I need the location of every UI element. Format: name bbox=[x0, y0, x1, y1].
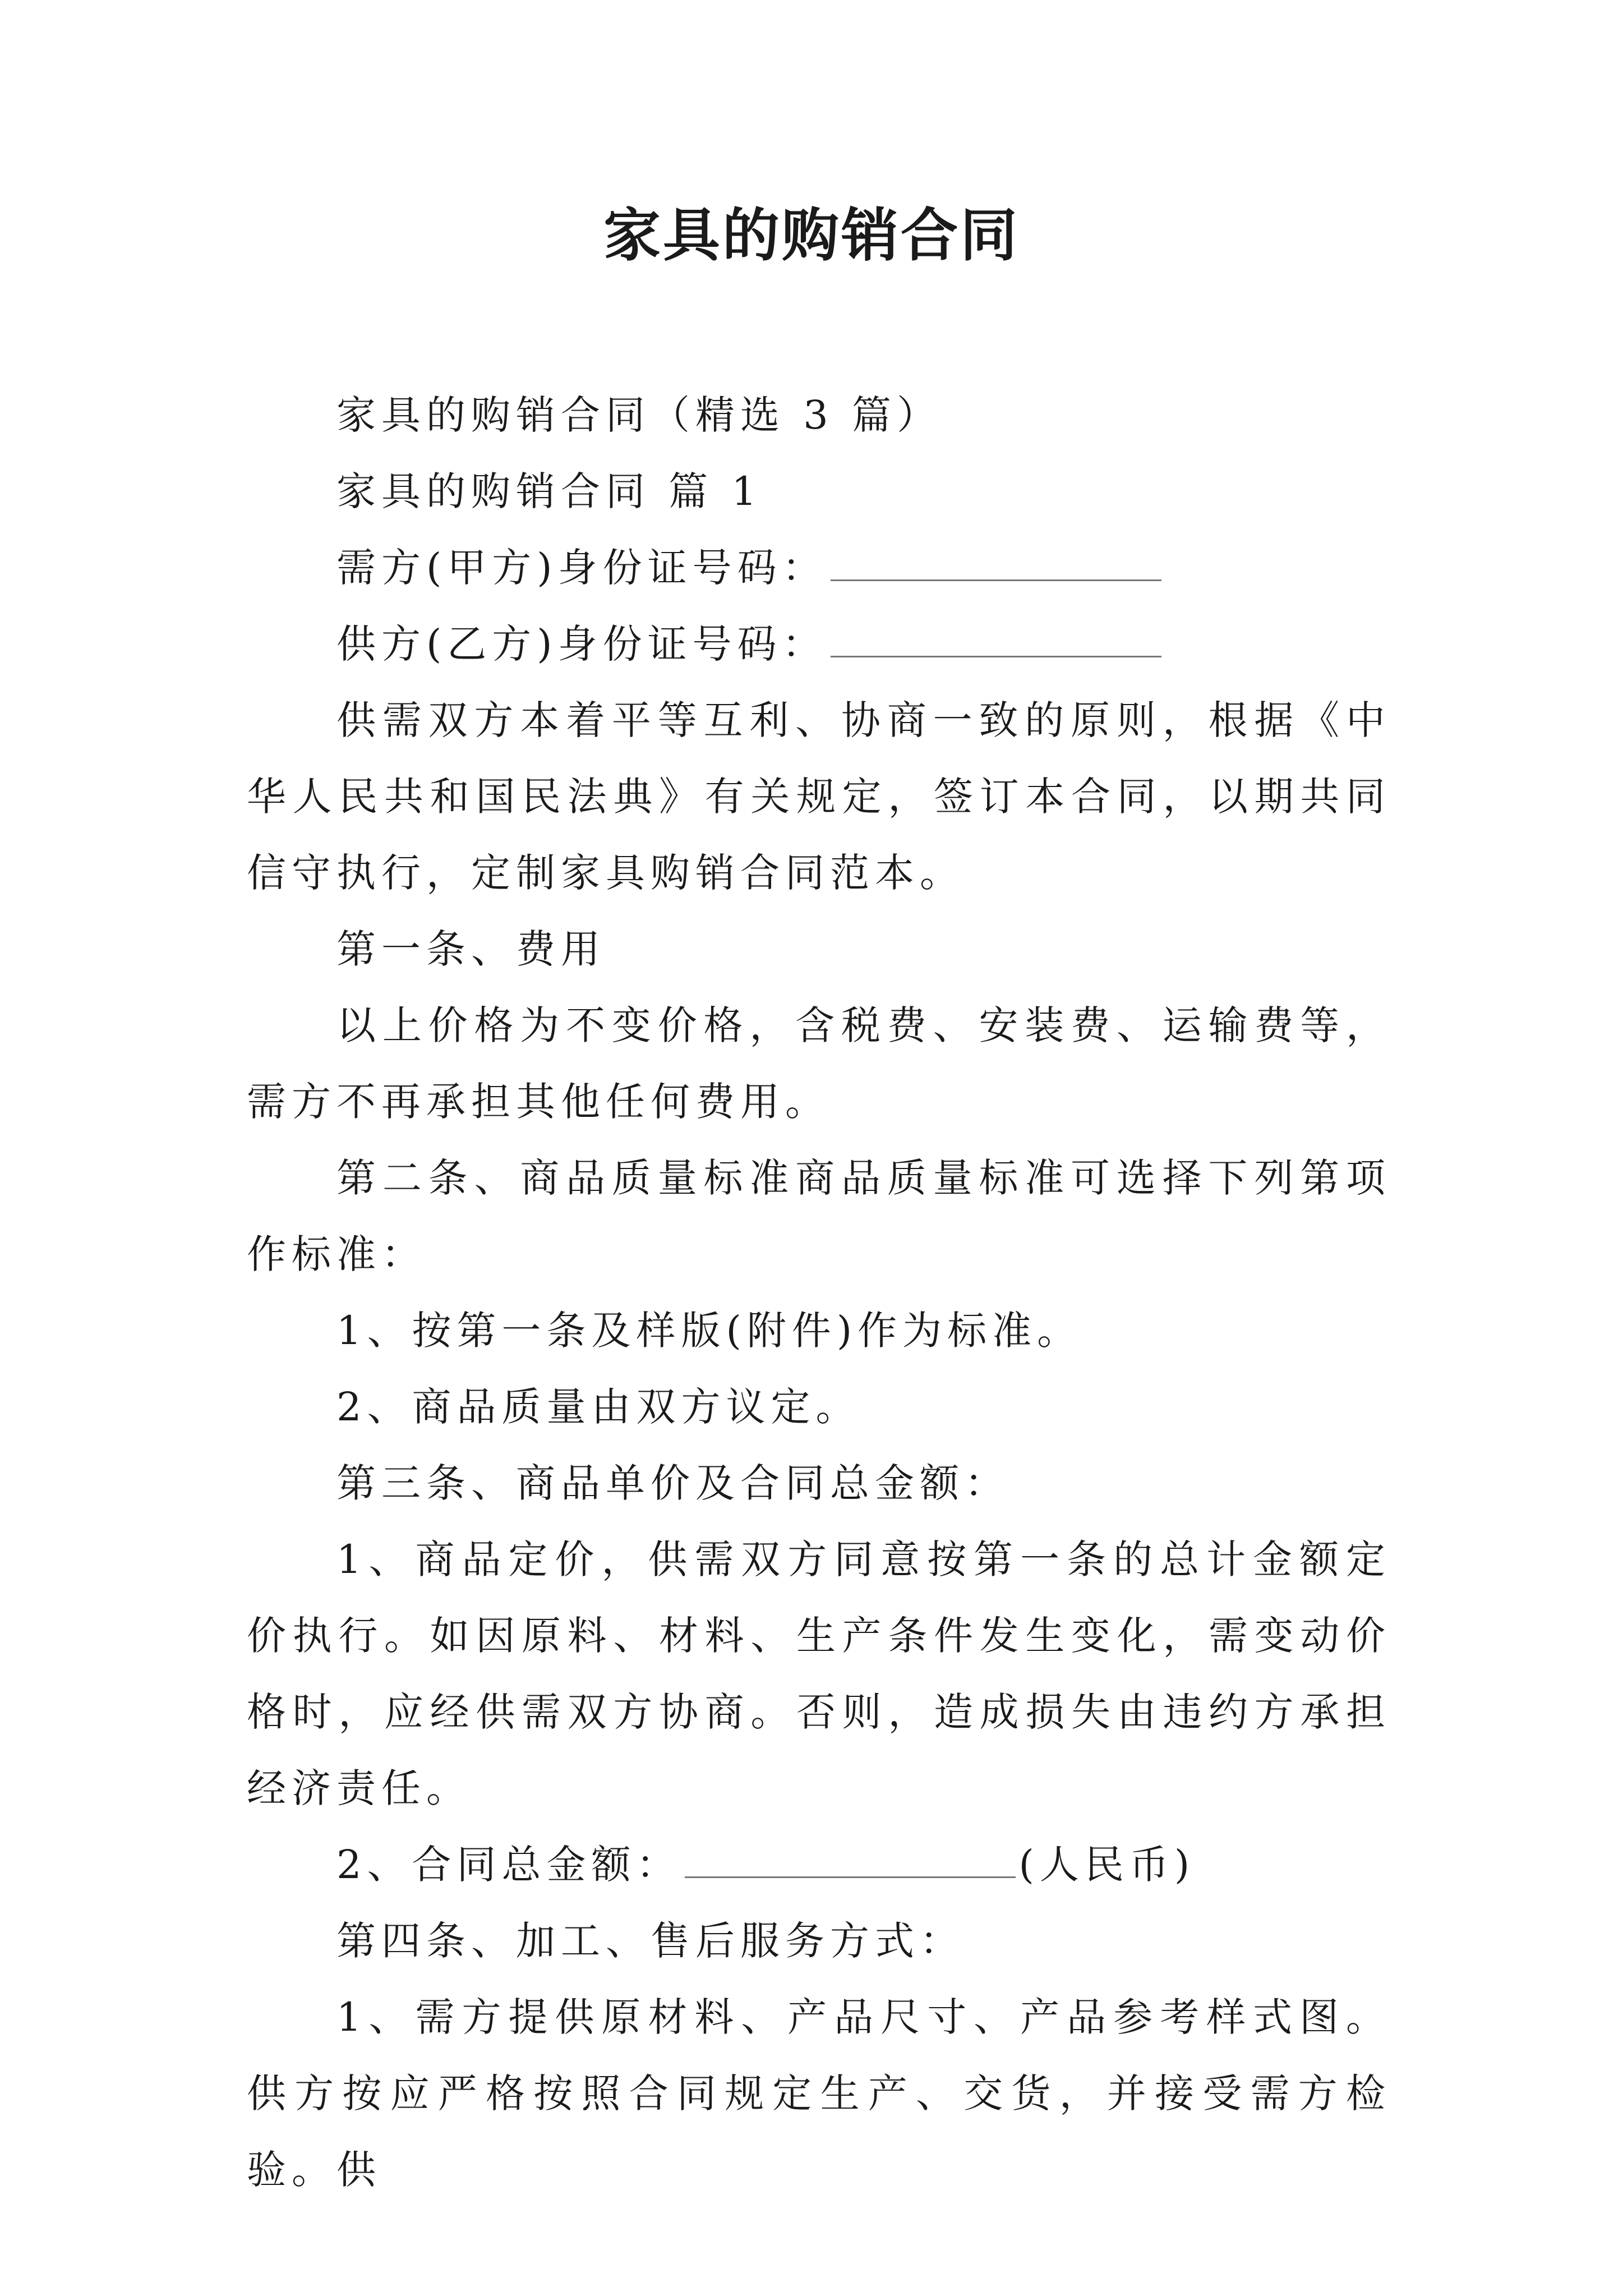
total-amount-blank bbox=[685, 1865, 1016, 1878]
article2-item2: 2、商品质量由双方议定。 bbox=[336, 1384, 861, 1430]
intro-paragraph: 供需双方本着平等互利、协商一致的原则，根据《中华人民共和国民法典》有关规定，签订本合同，以期共同信守执行，定制家具购销合同范本。 bbox=[247, 697, 1391, 896]
article4-title: 第四条、加工、售后服务方式： bbox=[336, 1918, 965, 1964]
currency-suffix: (人民币) bbox=[1018, 1842, 1196, 1888]
article3-title: 第三条、商品单价及合同总金额： bbox=[336, 1460, 1009, 1506]
document-title: 家具的购销合同 bbox=[603, 202, 1020, 269]
section-heading: 家具的购销合同 篇 1 bbox=[336, 468, 763, 514]
article4-item1: 1、需方提供原材料、产品尺寸、产品参考样式图。供方按应严格按照合同规定生产、交货，并接受需方检验。供 bbox=[247, 1994, 1391, 2193]
document-body bbox=[247, 377, 1391, 2208]
subtitle: 家具的购销合同（精选 3 篇） bbox=[336, 392, 942, 438]
party-a-line bbox=[247, 530, 1391, 606]
party-b-line bbox=[247, 606, 1391, 682]
article3-item2-line bbox=[247, 1826, 1391, 1903]
article2-title: 第二条、商品质量标准商品质量标准可选择下列第项作标准： bbox=[247, 1155, 1391, 1277]
article1-text: 以上价格为不变价格，含税费、安装费、运输费等，需方不再承担其他任何费用。 bbox=[247, 1002, 1391, 1125]
total-amount-label: 2、合同总金额： bbox=[336, 1842, 681, 1888]
article1-title: 第一条、费用 bbox=[336, 926, 606, 972]
party-a-label: 需方(甲方)身份证号码： bbox=[336, 545, 827, 591]
article3-item1: 1、商品定价，供需双方同意按第一条的总计金额定价执行。如因原料、材料、生产条件发生变化，需变动价格时，应经供需双方协商。否则，造成损失由违约方承担经济责任。 bbox=[247, 1536, 1391, 1811]
article2-item1: 1、按第一条及样版(附件)作为标准。 bbox=[336, 1308, 1082, 1354]
party-a-id-blank bbox=[831, 568, 1161, 581]
party-b-label: 供方(乙方)身份证号码： bbox=[336, 621, 827, 667]
party-b-id-blank bbox=[831, 645, 1161, 657]
